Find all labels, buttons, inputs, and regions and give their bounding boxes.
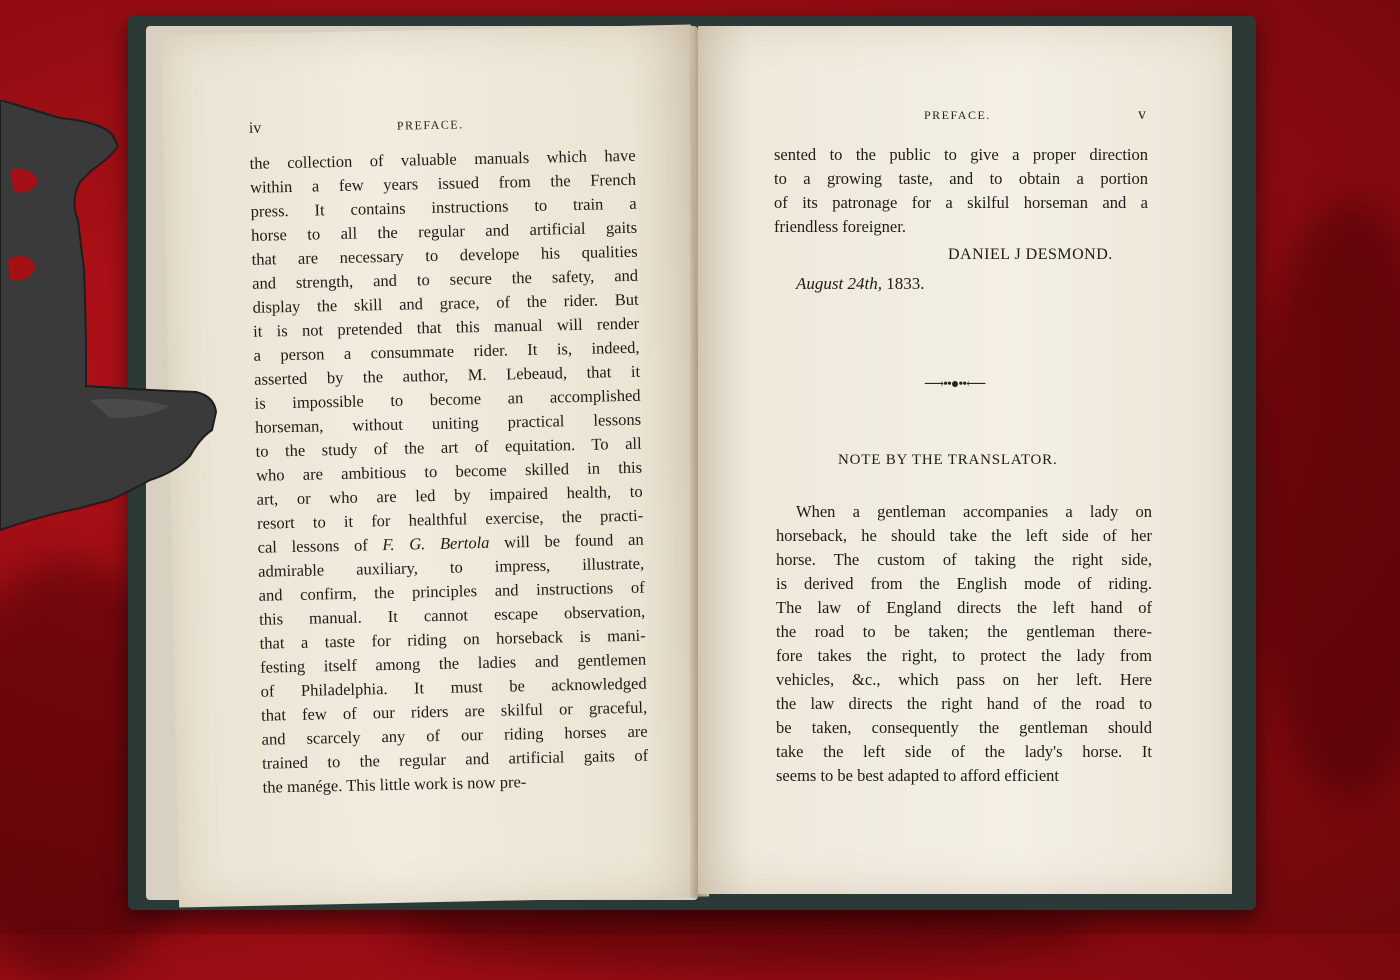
- ornament-divider: ⟶••●••⟵: [924, 377, 986, 392]
- text-line: the road to be taken; the gentleman there-: [776, 622, 1152, 641]
- left-body-text: [249, 144, 648, 800]
- text-line: asserted by the author, M. Lebeaud, that it: [253, 361, 641, 389]
- text-line: this manual. It cannot escape observation,: [258, 601, 646, 629]
- text-line: horse. The custom of taking the right side,: [776, 550, 1152, 569]
- text-line: and scarcely any of our riding horses are: [261, 721, 648, 749]
- left-page: [161, 25, 709, 908]
- text-line: trained to the regular and artificial gaits of: [261, 745, 649, 773]
- text-line: vehicles, &c., which pass on her left. Here: [776, 670, 1152, 689]
- text-line: to a growing taste, and to obtain a portion: [774, 169, 1148, 188]
- dateline: [796, 274, 924, 294]
- text-line: and confirm, the principles and instructions of: [258, 577, 645, 605]
- text-line: cal lessons of F. G. Bertola will be found an: [257, 529, 644, 557]
- text-line: be taken, consequently the gentleman should: [776, 718, 1152, 737]
- text-line: resort to it for healthful exercise, the practi-: [256, 505, 644, 533]
- text-line: take the left side of the lady's horse. It: [776, 742, 1152, 761]
- text-line: is derived from the English mode of riding.: [776, 574, 1152, 593]
- text-line: When a gentleman accompanies a lady on: [796, 502, 1152, 521]
- text-line: that a taste for riding on horseback is mani-: [259, 625, 646, 653]
- text-line: horseman, without uniting practical lessons: [254, 409, 642, 437]
- text-line: that are necessary to develope his qualities: [251, 241, 638, 269]
- text-line: admirable auxiliary, to impress, illustrate,: [257, 553, 645, 581]
- text-line: seems to be best adapted to afford efficient: [776, 766, 1059, 785]
- text-line: display the skill and grace, of the rider. But: [252, 289, 639, 317]
- text-line: to the study of the art of equitation. To all: [255, 433, 642, 461]
- text-line: horseback, he should take the left side of her: [776, 526, 1152, 545]
- text-line: festing itself among the ladies and gentlemen: [259, 649, 647, 677]
- right-page: [698, 26, 1232, 894]
- text-line: the collection of valuable manuals which have: [249, 145, 636, 173]
- text-line: who are ambitious to become skilled in this: [255, 457, 643, 485]
- text-line: a person a consummate rider. It is, indeed,: [253, 337, 640, 365]
- right-running-head: PREFACE.: [924, 108, 991, 122]
- text-line: it is not pretended that this manual will render: [252, 313, 640, 341]
- date-year: 1833.: [886, 274, 925, 293]
- text-line: sented to the public to give a proper direction: [774, 145, 1148, 164]
- text-line: the manége. This little work is now pre-: [262, 772, 527, 797]
- text-line: that few of our riders are skilful or graceful,: [260, 697, 648, 725]
- velvet-fold: [1250, 200, 1400, 800]
- translator-note-text: [776, 500, 1152, 788]
- signature: DANIEL J DESMOND.: [948, 246, 1113, 263]
- preface-conclusion-text: [774, 143, 1148, 239]
- left-page-number: iv: [248, 119, 262, 137]
- section-title: NOTE BY THE TRANSLATOR.: [838, 452, 1058, 468]
- text-line: of Philadelphia. It must be acknowledged: [260, 673, 647, 701]
- text-line: The law of England directs the left hand of: [776, 598, 1152, 617]
- text-line: the law directs the right hand of the road to: [776, 694, 1152, 713]
- date-month-day: August 24th,: [796, 274, 882, 293]
- text-line: and strength, and to secure the safety, and: [251, 265, 639, 293]
- text-line: of its patronage for a skilful horseman and a: [774, 193, 1148, 212]
- text-line: fore takes the right, to protect the lady from: [776, 646, 1152, 665]
- left-running-head: PREFACE.: [396, 117, 464, 133]
- text-line: within a few years issued from the French: [249, 169, 637, 197]
- text-line: horse to all the regular and artificial gaits: [250, 217, 638, 245]
- text-line: press. It contains instructions to train a: [250, 193, 637, 221]
- text-line: friendless foreigner.: [774, 217, 906, 236]
- right-page-number: v: [1138, 106, 1146, 123]
- text-line: art, or who are led by impaired health, to: [256, 481, 643, 509]
- text-line: is impossible to become an accomplished: [254, 385, 641, 413]
- metal-bookmark-clip: [0, 100, 230, 540]
